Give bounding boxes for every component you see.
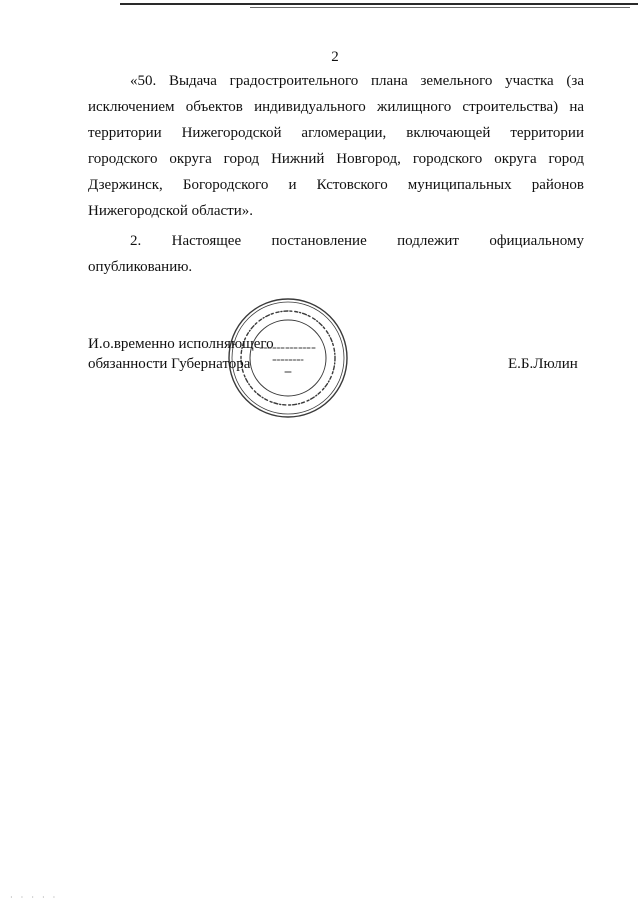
paragraph-line <box>88 254 584 280</box>
word: городского <box>412 151 483 167</box>
top-scan-rule-secondary <box>250 7 630 8</box>
paragraph-line <box>88 198 584 224</box>
word: 2. <box>130 233 142 249</box>
word: город <box>548 151 584 167</box>
word: «50. <box>130 73 157 89</box>
word: Новгород, <box>336 151 401 167</box>
word: муниципальных <box>407 177 512 193</box>
word: постановление <box>271 233 367 249</box>
word: Нижний <box>271 151 325 167</box>
word: градостроительного <box>229 73 359 89</box>
word: городского <box>88 151 158 167</box>
word: жилищного <box>376 99 452 115</box>
word: Выдача <box>168 73 217 89</box>
word: участка <box>505 73 554 89</box>
word: Настоящее <box>171 233 242 249</box>
paragraph-line <box>88 94 584 120</box>
word: округа <box>494 151 537 167</box>
word: территории <box>510 125 584 141</box>
paragraph-line <box>88 146 584 172</box>
word: округа <box>169 151 212 167</box>
scan-edge-marks: · · · · · <box>10 893 59 902</box>
word: Кстовского <box>316 177 388 193</box>
word: город <box>223 151 260 167</box>
word: Дзержинск, <box>88 177 163 193</box>
signatory-name: Е.Б.Люлин <box>508 356 578 372</box>
word: опубликованию. <box>88 259 193 275</box>
paragraph-line <box>88 68 584 94</box>
word: земельного <box>420 73 493 89</box>
word: на <box>569 99 584 115</box>
word: объектов <box>185 99 243 115</box>
signatory-position <box>88 334 274 374</box>
word: включающей <box>406 125 491 141</box>
word: индивидуального <box>254 99 366 115</box>
word: Богородского <box>182 177 269 193</box>
word: территории <box>88 125 162 141</box>
word: Нижегородской <box>181 125 282 141</box>
paragraph-item-50 <box>88 68 584 224</box>
word: строительства) <box>462 99 559 115</box>
word: Нижегородской области». <box>88 203 254 219</box>
word: исключением <box>88 99 175 115</box>
paragraph-line <box>88 228 584 254</box>
paragraph-line <box>88 120 584 146</box>
word: и <box>288 177 297 193</box>
word: (за <box>566 73 584 89</box>
signatory-position-line: И.о.временно исполняющего <box>88 336 274 352</box>
page-number: 2 <box>331 49 339 65</box>
word: официальному <box>489 233 584 249</box>
word: подлежит <box>397 233 459 249</box>
paragraph-line <box>88 172 584 198</box>
word: районов <box>531 177 584 193</box>
word: плана <box>370 73 408 89</box>
word: агломерации, <box>301 125 387 141</box>
paragraph-item-2 <box>88 228 584 280</box>
top-scan-rule <box>120 3 638 5</box>
signatory-position-line: обязанности Губернатора <box>88 356 251 372</box>
